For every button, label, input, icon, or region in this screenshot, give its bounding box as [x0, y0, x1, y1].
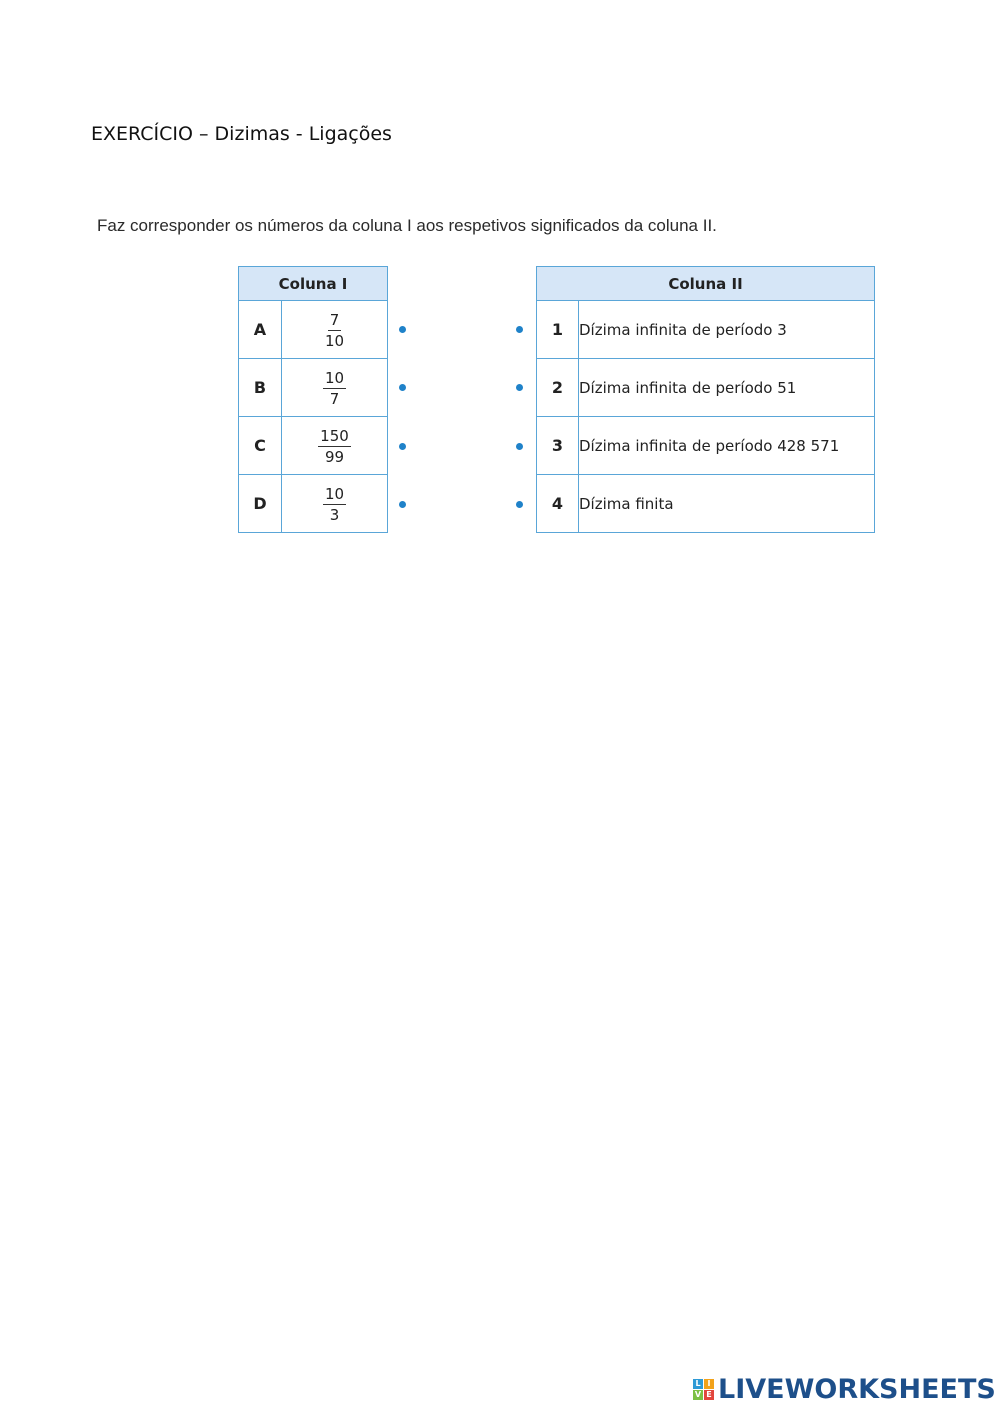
table-row — [239, 301, 388, 359]
instruction-text: Faz corresponder os números da coluna I aos respetivos significados da coluna II. — [97, 216, 717, 235]
row-number-3: 3 — [537, 417, 579, 475]
table-row — [537, 417, 875, 475]
row-letter-b: B — [239, 359, 282, 417]
page-title: EXERCÍCIO – Dizimas - Ligações — [91, 123, 392, 145]
match-dot-2[interactable] — [516, 384, 523, 391]
fraction-a — [282, 301, 388, 359]
denominator: 99 — [324, 447, 345, 466]
row-number-4: 4 — [537, 475, 579, 533]
column-1-table — [238, 266, 388, 533]
row-number-2: 2 — [537, 359, 579, 417]
table-row — [239, 359, 388, 417]
match-dot-3[interactable] — [516, 443, 523, 450]
row-description-3: Dízima infinita de período 428 571 — [579, 417, 875, 475]
row-number-1: 1 — [537, 301, 579, 359]
column-2-table — [536, 266, 875, 533]
column-1-header: Coluna I — [239, 267, 388, 301]
column-2-header: Coluna II — [537, 267, 875, 301]
table-row — [239, 475, 388, 533]
match-dot-1[interactable] — [516, 326, 523, 333]
match-dot-d[interactable] — [399, 501, 406, 508]
row-letter-c: C — [239, 417, 282, 475]
table-row — [537, 359, 875, 417]
row-letter-a: A — [239, 301, 282, 359]
numerator: 10 — [324, 368, 345, 387]
fraction-b — [282, 359, 388, 417]
table-row — [537, 301, 875, 359]
logo-text: LIVEWORKSHEETS — [718, 1374, 996, 1405]
match-dot-a[interactable] — [399, 326, 406, 333]
match-dot-4[interactable] — [516, 501, 523, 508]
table-row — [239, 417, 388, 475]
match-dot-b[interactable] — [399, 384, 406, 391]
liveworksheets-logo — [693, 1374, 996, 1405]
denominator: 10 — [324, 331, 345, 350]
match-dot-c[interactable] — [399, 443, 406, 450]
row-description-2: Dízima infinita de período 51 — [579, 359, 875, 417]
row-letter-d: D — [239, 475, 282, 533]
table-row — [537, 475, 875, 533]
liveworksheets-logo-icon: L I V E — [693, 1379, 714, 1400]
row-description-1: Dízima infinita de período 3 — [579, 301, 875, 359]
numerator: 7 — [329, 310, 340, 329]
denominator: 7 — [329, 389, 340, 408]
row-description-4: Dízima finita — [579, 475, 875, 533]
fraction-d — [282, 475, 388, 533]
fraction-c — [282, 417, 388, 475]
numerator: 10 — [324, 484, 345, 503]
numerator: 150 — [320, 426, 349, 445]
denominator: 3 — [329, 505, 340, 524]
